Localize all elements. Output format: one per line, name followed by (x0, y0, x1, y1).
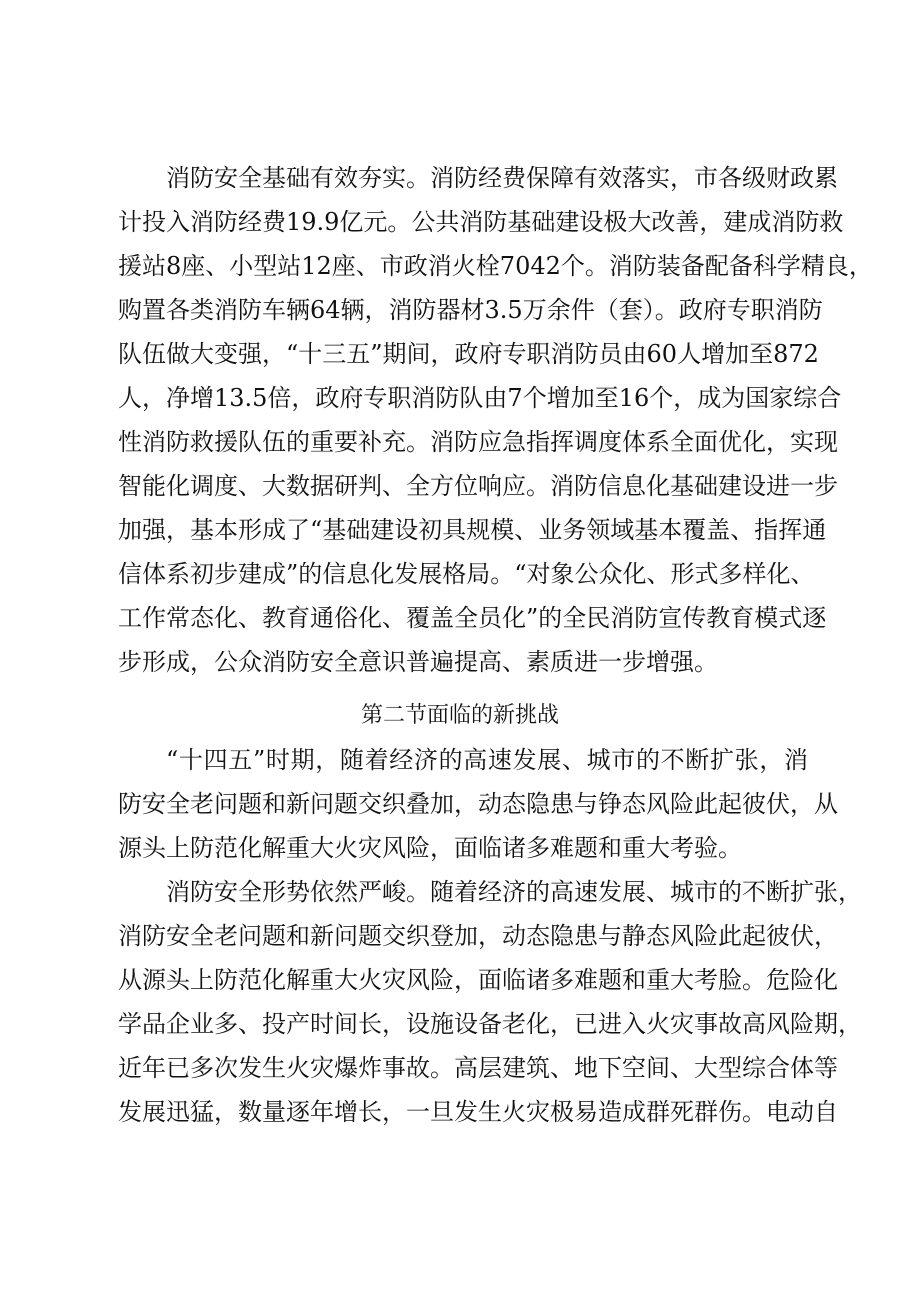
paragraph-line: “十四五”时期，随着经济的高速发展、城市的不断扩张，消 (166, 746, 808, 774)
paragraph-line: 工作常态化、教育通俗化、覆盖全员化”的全民消防宣传教育模式逐 (118, 604, 827, 632)
paragraph-line: 购置各类消防车辆64辆，消防器材3.5万余件（套）。政府专职消防 (118, 296, 823, 324)
paragraph-line: 队伍做大变强，“十三五”期间，政府专职消防员由60人增加至872 (118, 340, 819, 368)
paragraph-line: 消防安全形势依然严峻。随着经济的高速发展、城市的不断扩张， (166, 878, 862, 906)
paragraph-line: 计投入消防经费19.9亿元。公共消防基础建设极大改善，建成消防救 (118, 208, 844, 236)
paragraph-line: 源头上防范化解重大火灾风险，面临诸多难题和重大考验。 (118, 834, 742, 862)
paragraph-line: 加强，基本形成了“基础建设初具规模、业务领域基本覆盖、指挥通 (118, 516, 827, 544)
paragraph-line: 学品企业多、投产时间长，设施设备老化，已进入火灾事故高风险期， (118, 1010, 862, 1038)
paragraph-line: 步形成，公众消防安全意识普遍提高、素质进一步增强。 (118, 648, 718, 676)
section-heading: 第二节面临的新挑战 (360, 703, 559, 728)
paragraph-line: 近年已多次发生火灾爆炸事故。高层建筑、地下空间、大型综合体等 (118, 1054, 838, 1082)
paragraph-line: 从源头上防范化解重大火灾风险，面临诸多难题和重大考脸。危险化 (118, 966, 838, 994)
paragraph-line: 发展迅猛，数量逐年增长，一旦发生火灾极易造成群死群伤。电动自 (118, 1098, 838, 1126)
paragraph-line: 消防安全基础有效夯实。消防经费保障有效落实，市各级财政累 (166, 164, 838, 192)
paragraph-line: 信体系初步建成”的信息化发展格局。“对象公众化、形式多样化、 (118, 560, 815, 588)
paragraph-line: 消防安全老问题和新问题交织登加，动态隐患与静态风险此起彼伏， (118, 922, 838, 950)
paragraph-line: 人，净增13.5倍，政府专职消防队由7个增加至16个，成为国家综合 (118, 384, 842, 412)
paragraph-line: 防安全老问题和新问题交织叠加，动态隐患与铮态风险此起彼伏，从 (118, 790, 838, 818)
paragraph-line: 性消防救援队伍的重要补充。消防应急指挥调度体系全面优化，实现 (118, 428, 838, 456)
paragraph-line: 援站8座、小型站12座、市政消火栓7042个。消防装备配备科学精良， (118, 252, 873, 280)
paragraph-line: 智能化调度、大数据研判、全方位响应。消防信息化基础建设进一步 (118, 472, 838, 500)
